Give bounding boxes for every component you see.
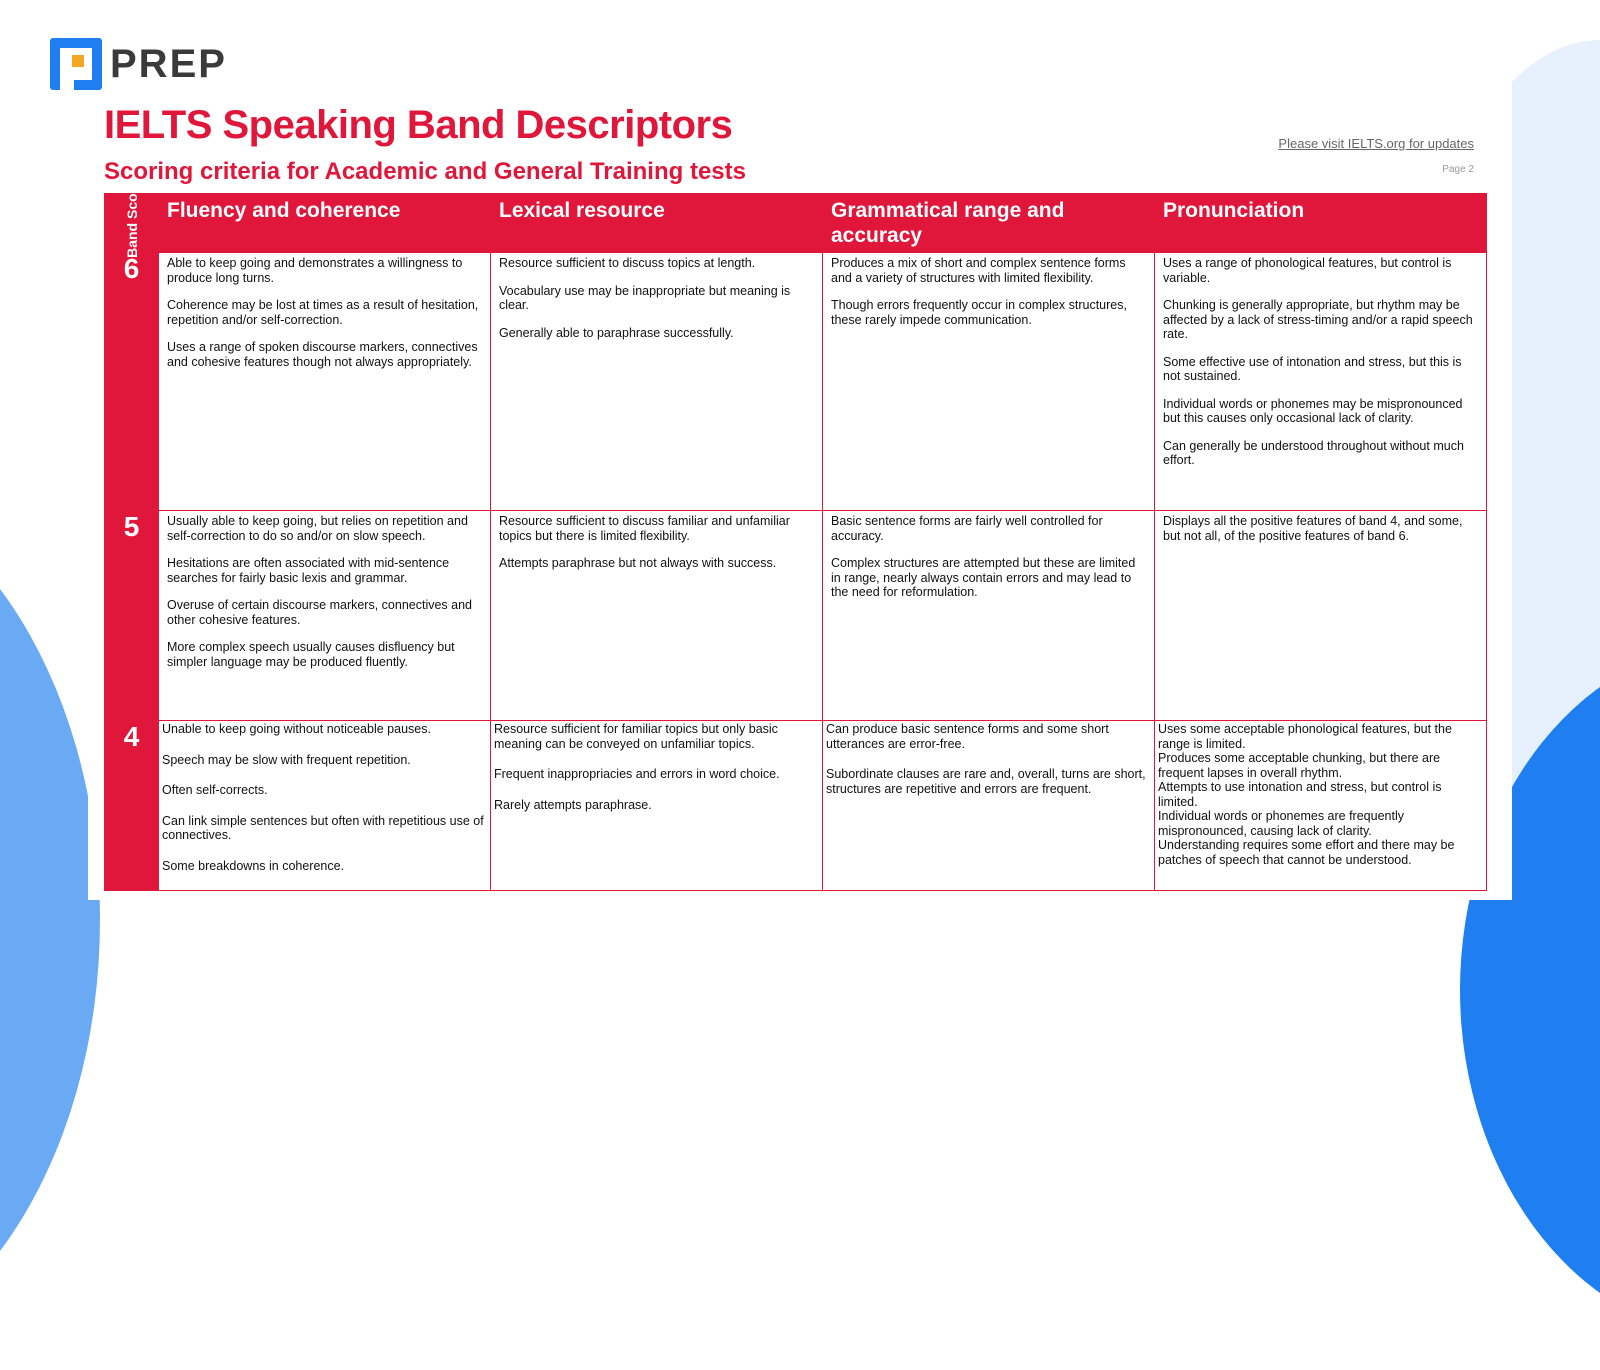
band-score-6: 6 xyxy=(105,253,159,511)
descriptor-text: Attempts to use intonation and stress, but control is limited. xyxy=(1158,780,1442,809)
descriptor-text: More complex speech usually causes disfluency but simpler language may be produced fluently. xyxy=(167,640,455,669)
descriptor-text: Understanding requires some effort and there may be patches of speech that cannot be understood. xyxy=(1158,838,1455,867)
cell-grammar-6 xyxy=(823,253,1155,511)
cell-lexical-6 xyxy=(491,253,823,511)
descriptor-text: Uses a range of spoken discourse markers, connectives and cohesive features though not always appropriately. xyxy=(167,340,478,369)
descriptor-text: Attempts paraphrase but not always with success. xyxy=(499,556,777,570)
descriptor-text: Can produce basic sentence forms and some short utterances are error-free. xyxy=(826,722,1109,751)
descriptor-text: Subordinate clauses are rare and, overall, turns are short, structures are repetitive and errors are frequent. xyxy=(826,767,1146,796)
descriptor-text: Some effective use of intonation and stress, but this is not sustained. xyxy=(1163,354,1462,383)
descriptor-text: Chunking is generally appropriate, but rhythm may be affected by a lack of stress-timing and/or a rapid speech rate. xyxy=(1163,298,1473,341)
descriptor-text: Hesitations are often associated with mid-sentence searches for fairly basic lexis and grammar. xyxy=(167,556,450,585)
band-score-4: 4 xyxy=(105,721,159,891)
descriptor-text: Individual words or phonemes are frequently mispronounced, causing lack of clarity. xyxy=(1158,809,1404,838)
table-row-band-4 xyxy=(105,721,1487,891)
cell-lexical-4 xyxy=(491,721,823,891)
cell-fluency-4 xyxy=(159,721,491,891)
descriptor-text: Generally able to paraphrase successfully. xyxy=(499,325,734,340)
prep-logo-icon xyxy=(50,38,102,90)
descriptor-text: Uses some acceptable phonological features, but the range is limited. xyxy=(1158,722,1452,751)
cell-grammar-4 xyxy=(823,721,1155,891)
ielts-updates-link[interactable]: Please visit IELTS.org for updates xyxy=(1278,136,1474,151)
band-score-header xyxy=(105,180,159,258)
descriptor-text: Produces a mix of short and complex sentence forms and a variety of structures with limited flexibility. xyxy=(831,256,1126,285)
background-blob-left xyxy=(0,470,100,1370)
descriptor-text: Complex structures are attempted but these are limited in range, nearly always contain errors and may lead to the need for reformulation. xyxy=(831,556,1136,599)
descriptor-text: Uses a range of phonological features, but control is variable. xyxy=(1163,256,1452,285)
descriptor-text: Individual words or phonemes may be mispronounced but this causes only occasional lack of clarity. xyxy=(1163,396,1463,425)
prep-logo xyxy=(50,38,227,90)
band-descriptors-table xyxy=(104,180,1487,891)
descriptor-text: Overuse of certain discourse markers, connectives and other cohesive features. xyxy=(167,598,472,627)
cell-grammar-5 xyxy=(823,511,1155,721)
descriptor-text: Frequent inappropriacies and errors in word choice. xyxy=(494,767,780,781)
cell-pronunciation-4 xyxy=(1155,721,1487,891)
descriptor-text: Often self-corrects. xyxy=(162,783,268,797)
page-subtitle: Scoring criteria for Academic and General Training tests xyxy=(104,158,746,185)
table-row-band-6 xyxy=(105,253,1487,511)
header-fluency: Fluency and coherence xyxy=(159,194,491,253)
descriptor-text: Can link simple sentences but often with repetitious use of connectives. xyxy=(162,813,484,842)
descriptor-text: Unable to keep going without noticeable pauses. xyxy=(162,722,431,736)
descriptor-text: Resource sufficient for familiar topics but only basic meaning can be conveyed on unfamiliar topics. xyxy=(494,722,778,751)
descriptor-text: Vocabulary use may be inappropriate but meaning is clear. xyxy=(499,283,791,312)
brand-name: PREP xyxy=(110,42,227,86)
descriptor-text: Resource sufficient to discuss topics at length. xyxy=(499,256,756,270)
header-grammar: Grammatical range and accuracy xyxy=(823,194,1155,253)
descriptor-text: Produces some acceptable chunking, but there are frequent lapses in overall rhythm. xyxy=(1158,751,1441,780)
header-lexical: Lexical resource xyxy=(491,194,823,253)
cell-pronunciation-6 xyxy=(1155,253,1487,511)
descriptor-text: Though errors frequently occur in complex structures, these rarely impede communication. xyxy=(831,298,1127,327)
band-score-5: 5 xyxy=(105,511,159,721)
descriptor-text: Can generally be understood throughout without much effort. xyxy=(1163,438,1464,467)
descriptor-text: Able to keep going and demonstrates a willingness to produce long turns. xyxy=(167,256,463,285)
band-score-label: Band Score xyxy=(123,180,140,258)
table-header-row xyxy=(105,194,1487,253)
descriptor-text: Some breakdowns in coherence. xyxy=(162,858,345,873)
header-pronunciation: Pronunciation xyxy=(1155,194,1487,253)
descriptor-text: Rarely attempts paraphrase. xyxy=(494,797,652,812)
descriptor-text: Usually able to keep going, but relies on repetition and self-correction to do so and/or on slow speech. xyxy=(167,514,468,543)
page-title: IELTS Speaking Band Descriptors xyxy=(104,103,733,147)
cell-fluency-6 xyxy=(159,253,491,511)
cell-lexical-5 xyxy=(491,511,823,721)
descriptor-text: Displays all the positive features of band 4, and some, but not all, of the positive features of band 6. xyxy=(1163,514,1463,543)
cell-pronunciation-5 xyxy=(1155,511,1487,721)
descriptor-text: Resource sufficient to discuss familiar and unfamiliar topics but there is limited flexibility. xyxy=(499,514,790,543)
table-row-band-5 xyxy=(105,511,1487,721)
cell-fluency-5 xyxy=(159,511,491,721)
descriptor-text: Basic sentence forms are fairly well controlled for accuracy. xyxy=(831,514,1103,543)
page-number: Page 2 xyxy=(1442,164,1474,175)
descriptor-text: Speech may be slow with frequent repetition. xyxy=(162,752,411,767)
descriptor-text: Coherence may be lost at times as a result of hesitation, repetition and/or self-correction. xyxy=(167,298,479,327)
